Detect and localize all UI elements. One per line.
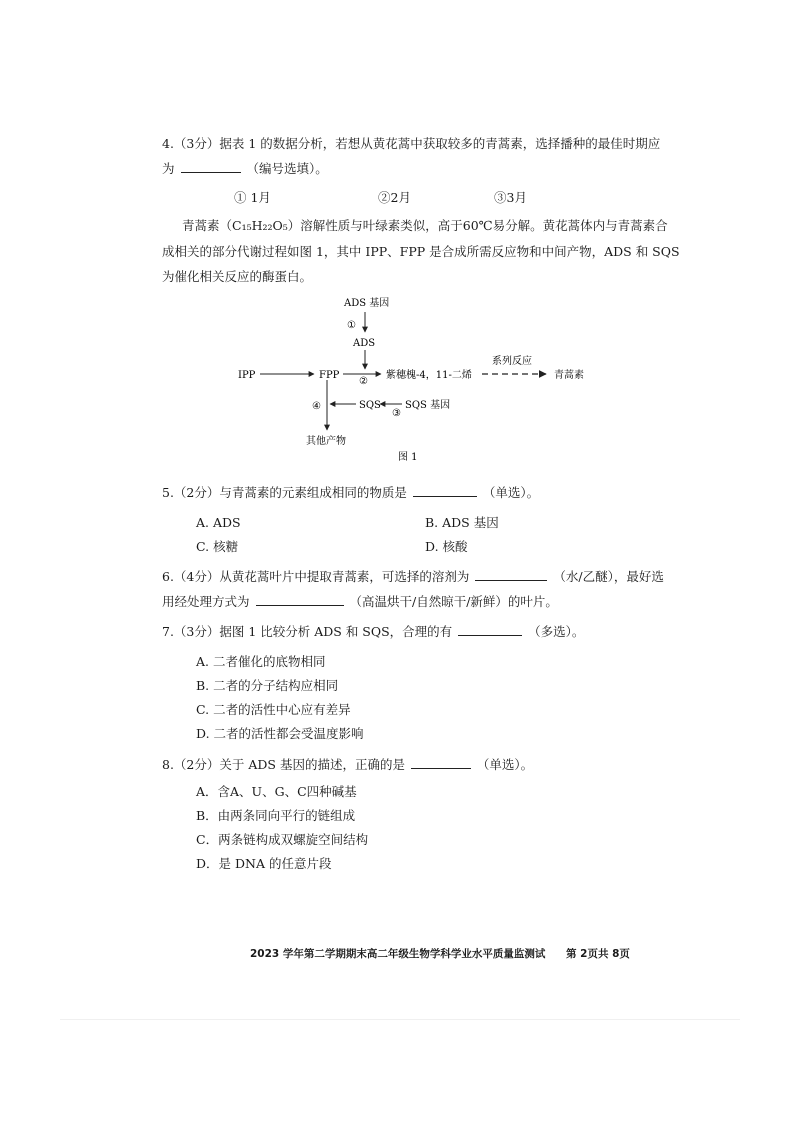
q6-line2-post: （高温烘干/自然晾干/新鲜）的叶片。 xyxy=(349,594,558,609)
q4-answer-blank[interactable] xyxy=(181,160,241,173)
q8-stem xyxy=(162,756,533,773)
series-reaction-label: 系列反应 xyxy=(492,356,532,367)
q4-stem-line2 xyxy=(162,160,328,177)
q7-answer-blank[interactable] xyxy=(458,623,522,636)
fpp-label: FPP xyxy=(319,370,340,381)
q7-stem-post: （多选）。 xyxy=(528,624,585,639)
q8-option-c: C．两条链构成双螺旋空间结构 xyxy=(196,832,369,847)
q8-stem-pre: 8.（2分）关于 ADS 基因的描述，正确的是 xyxy=(162,757,405,772)
step3-marker: ③ xyxy=(392,408,401,419)
q6-line1 xyxy=(162,568,664,585)
sqs-enzyme-label: SQS xyxy=(359,400,381,411)
amorphadiene-label: 紫穗槐-4，11-二烯 xyxy=(386,370,472,381)
ads-gene-label: ADS 基因 xyxy=(344,298,390,309)
q5-option-c: C. 核糖 xyxy=(196,539,239,554)
ads-enzyme-label: ADS xyxy=(353,338,376,349)
q6-line2 xyxy=(162,593,558,610)
q6-line1-post: （水/乙醚），最好选 xyxy=(553,569,664,584)
intro-line2: 成相关的部分代谢过程如图 1，其中 IPP、FPP 是合成所需反应物和中间产物，ADS 和 SQS xyxy=(162,244,680,259)
q4-option-2: ②2月 xyxy=(378,190,411,205)
q8-option-a: A．含A、U、G、C四种碱基 xyxy=(196,784,357,799)
step2-marker: ② xyxy=(359,376,368,387)
q6-solvent-blank[interactable] xyxy=(475,568,547,581)
q5-stem-pre: 5.（2分）与青蒿素的元素组成相同的物质是 xyxy=(162,485,407,500)
q4-stem-pre: 为 xyxy=(162,161,175,176)
q6-treatment-blank[interactable] xyxy=(256,593,344,606)
q7-option-d: D. 二者的活性都会受温度影响 xyxy=(196,726,364,741)
q4-option-3: ③3月 xyxy=(494,190,527,205)
page-divider xyxy=(60,1019,740,1020)
q4-stem-line1: 4.（3分）据表 1 的数据分析，若想从黄花蒿中获取较多的青蒿素，选择播种的最佳时期应 xyxy=(162,136,661,151)
q5-stem-post: （单选）。 xyxy=(482,485,540,500)
q5-stem xyxy=(162,484,539,501)
q4-option-1: ① 1月 xyxy=(234,190,271,205)
footer-exam-title: 2023 学年第二学期期末高二年级生物学科学业水平质量监测试 xyxy=(250,948,546,960)
sqs-gene-label: SQS 基因 xyxy=(405,400,451,411)
q4-stem-post: （编号选填）。 xyxy=(246,161,328,176)
q7-option-a: A. 二者催化的底物相同 xyxy=(196,654,326,669)
q7-option-c: C. 二者的活性中心应有差异 xyxy=(196,702,351,717)
intro-line1: 青蒿素（C₁₅H₂₂O₅）溶解性质与叶绿素类似，高于60℃易分解。黄花蒿体内与青蒿素合 xyxy=(182,218,668,233)
intro-line3: 为催化相关反应的酶蛋白。 xyxy=(162,269,313,284)
q8-stem-post: （单选）。 xyxy=(476,757,534,772)
q7-option-b: B. 二者的分子结构应相同 xyxy=(196,678,339,693)
q8-option-b: B．由两条同向平行的链组成 xyxy=(196,808,356,823)
step4-marker: ④ xyxy=(312,401,321,412)
q6-line1-pre: 6.（4分）从黄花蒿叶片中提取青蒿素，可选择的溶剂为 xyxy=(162,569,470,584)
q6-line2-pre: 用经处理方式为 xyxy=(162,594,250,609)
q8-option-d: D．是 DNA 的任意片段 xyxy=(196,856,332,871)
q5-answer-blank[interactable] xyxy=(413,484,477,497)
step1-marker: ① xyxy=(347,320,356,331)
ipp-label: IPP xyxy=(238,370,256,381)
q5-option-b: B. ADS 基因 xyxy=(425,515,499,530)
figure-caption: 图 1 xyxy=(398,452,418,463)
pathway-diagram xyxy=(228,288,608,468)
other-products-label: 其他产物 xyxy=(306,436,346,447)
q8-answer-blank[interactable] xyxy=(411,756,471,769)
q7-stem xyxy=(162,623,584,640)
q5-option-d: D. 核酸 xyxy=(425,539,468,554)
footer-page-number: 第 2页共 8页 xyxy=(566,948,630,960)
q5-option-a: A. ADS xyxy=(196,515,241,530)
q7-stem-pre: 7.（3分）据图 1 比较分析 ADS 和 SQS，合理的有 xyxy=(162,624,453,639)
artemisinin-label: 青蒿素 xyxy=(554,370,584,381)
